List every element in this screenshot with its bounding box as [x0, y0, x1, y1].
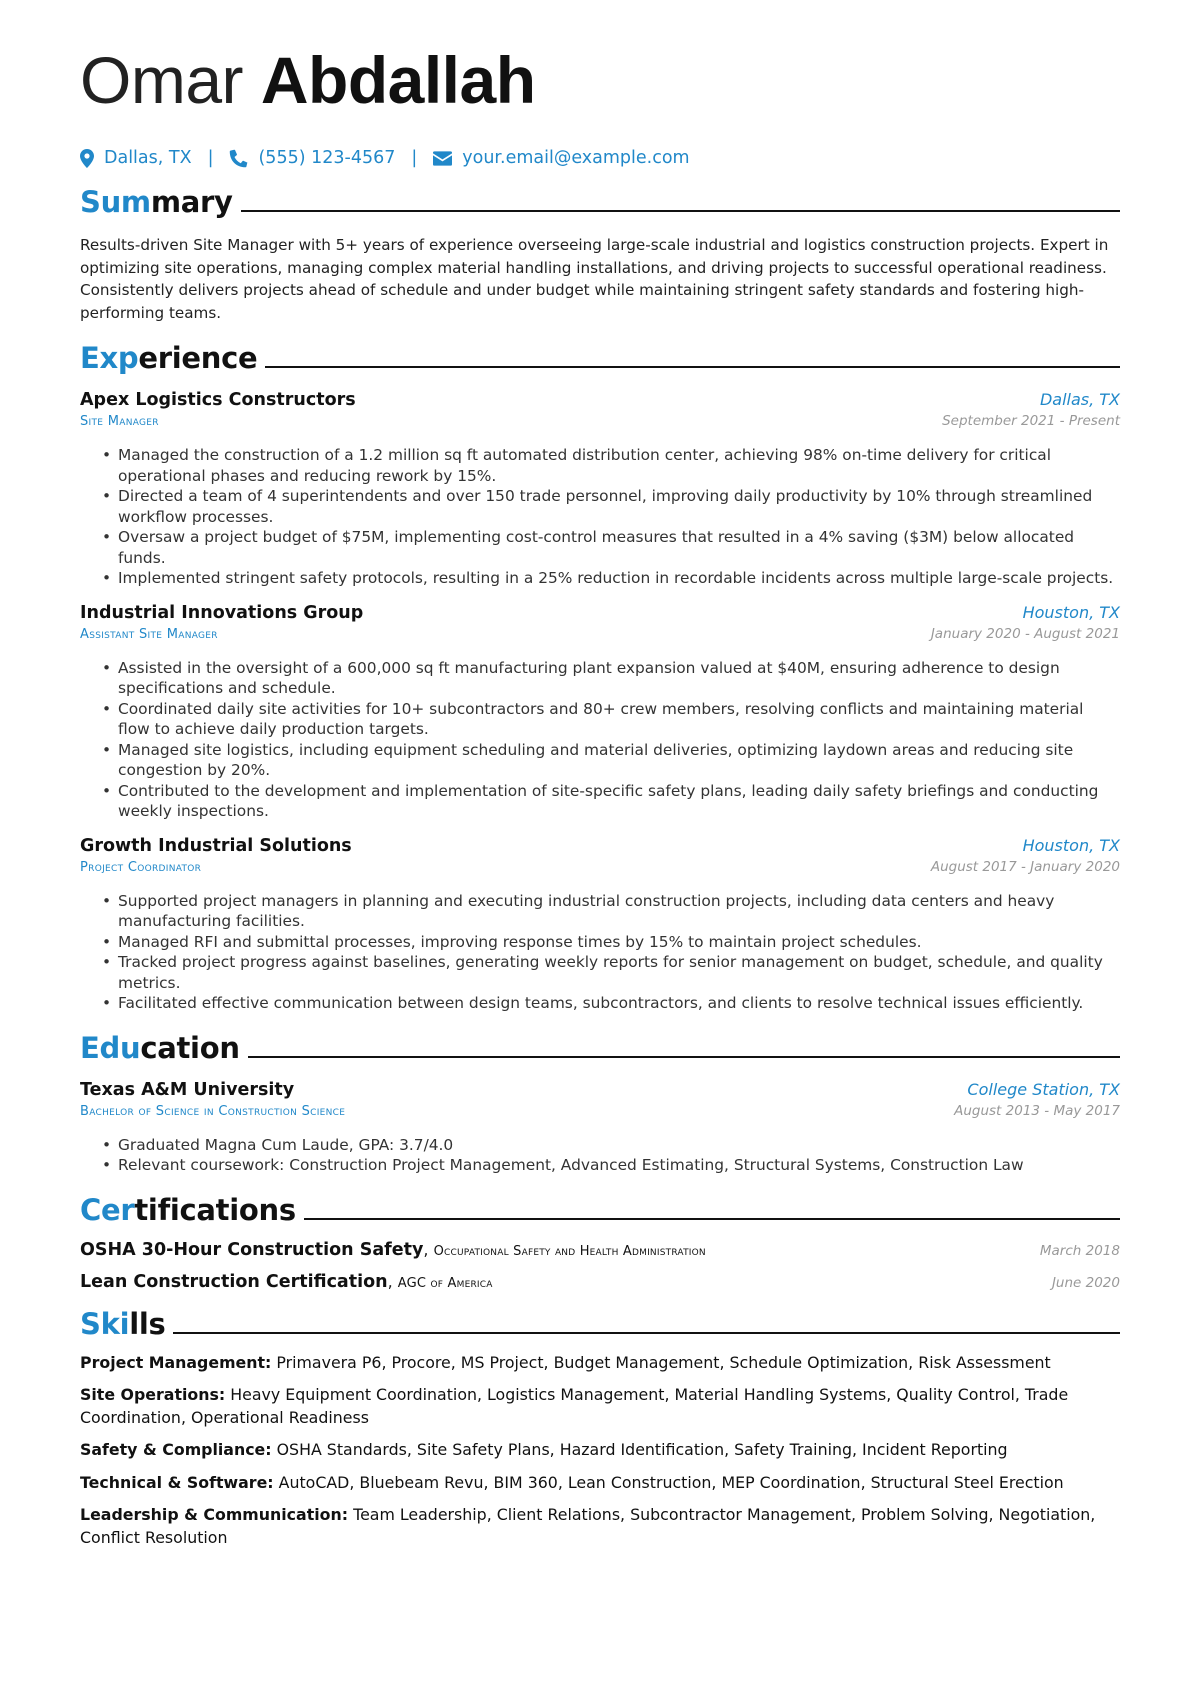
section-title: Education — [80, 1030, 240, 1065]
envelope-icon — [433, 151, 452, 166]
contact-phone[interactable] — [229, 148, 395, 168]
bullet-list — [80, 658, 1120, 822]
bullet-item: • Supported project managers in planning and executing industrial construction projects, including data centers and heavy manufacturing facilities. — [118, 891, 1120, 932]
entry-location: Dallas, TX — [1039, 390, 1120, 409]
section-rule — [265, 366, 1120, 368]
certification-comma: , — [423, 1239, 434, 1259]
organization-name: Texas A&M University — [80, 1079, 295, 1100]
skill-values: Primavera P6, Procore, MS Project, Budget Management, Schedule Optimization, Risk Assessment — [276, 1352, 1051, 1372]
entry-subheader — [80, 1103, 1120, 1119]
certification-comma: , — [387, 1271, 398, 1291]
entry-role: Project Coordinator — [80, 859, 202, 875]
certification-issuer: Occupational Safety and Health Administration — [433, 1243, 706, 1259]
section-title: Certifications — [80, 1192, 296, 1227]
certification-name: Lean Construction Certification — [80, 1271, 388, 1292]
bullet-list — [80, 445, 1120, 589]
organization-name: Growth Industrial Solutions — [80, 835, 352, 856]
certification-title — [80, 1240, 706, 1260]
bullet-item: • Oversaw a project budget of $75M, implementing cost-control measures that resulted in a 4% saving ($3M) below allocated funds. — [118, 527, 1120, 568]
entry-subheader — [80, 626, 1120, 642]
bullet-item: • Assisted in the oversight of a 600,000 sq ft manufacturing plant expansion valued at $40M, ensuring adherence to design specifications and schedule. — [118, 658, 1120, 699]
skill-values: OSHA Standards, Site Safety Plans, Hazard Identification, Safety Training, Incident Reporting — [276, 1440, 1008, 1459]
entry-subheader — [80, 859, 1120, 875]
skill-values: Team Leadership, Client Relations, Subcontractor Management, Problem Solving, Negotiation, Conflict Resolution — [80, 1505, 1096, 1547]
entry-header — [80, 1080, 1120, 1100]
contact-separator: | — [207, 148, 214, 168]
entry-location: Houston, TX — [1022, 835, 1120, 855]
skill-list — [80, 1352, 1120, 1550]
entry-location: College Station, TX — [967, 1079, 1120, 1099]
organization-name: Apex Logistics Constructors — [80, 390, 356, 410]
phone-text[interactable]: (555) 123-4567 — [258, 148, 396, 168]
bullet-item: • Graduated Magna Cum Laude, GPA: 3.7/4.0 — [118, 1135, 1120, 1156]
bullet-list — [80, 891, 1120, 1014]
bullet-item: • Implemented stringent safety protocols, resulting in a 25% reduction in recordable incidents across multiple large-scale projects. — [118, 568, 1120, 589]
section-skills-heading — [80, 1302, 1120, 1342]
skill-row — [80, 1352, 1120, 1375]
contact-separator: | — [411, 148, 418, 168]
map-pin-icon — [80, 149, 94, 168]
skill-row — [80, 1384, 1120, 1429]
location-text: Dallas, TX — [104, 148, 192, 168]
entry-role: Site Manager — [80, 414, 159, 429]
skill-row — [80, 1439, 1120, 1462]
bullet-item: • Managed RFI and submittal processes, improving response times by 15% to maintain project schedules. — [118, 932, 1120, 953]
certification-list — [80, 1240, 1120, 1292]
section-experience-heading — [80, 336, 1120, 376]
certification-issuer: AGC of America — [397, 1275, 493, 1291]
first-name: Omar — [80, 43, 243, 117]
skill-category: Technical & Software: — [80, 1472, 274, 1492]
entry-dates: August 2017 - January 2020 — [930, 858, 1120, 875]
entry-role: Bachelor of Science in Construction Science — [80, 1103, 346, 1119]
bullet-item: • Contributed to the development and implementation of site-specific safety plans, leading daily safety briefings and conducting weekly inspections. — [118, 781, 1120, 822]
entry-header — [80, 390, 1120, 410]
bullet-item: • Relevant coursework: Construction Project Management, Advanced Estimating, Structural Systems, Construction Law — [118, 1155, 1120, 1176]
organization-name: Industrial Innovations Group — [80, 602, 364, 623]
certification-item — [80, 1272, 1120, 1292]
bullet-item: • Tracked project progress against baselines, generating weekly reports for senior management on budget, schedule, and quality metrics. — [118, 952, 1120, 993]
certification-title — [80, 1272, 493, 1292]
bullet-list — [80, 1135, 1120, 1176]
section-title: Experience — [80, 341, 258, 375]
summary-text: Results-driven Site Manager with 5+ years of experience overseeing large-scale industrial and logistics construction projects. Expert in optimizing site operations, managing complex material handling installations, and driving projects to successful operational readiness. Consistently delivers projects ahead of schedule and under budget while maintaining stringent safety standards and fostering high-performing teams. — [80, 236, 1109, 322]
section-certifications-heading — [80, 1188, 1120, 1228]
entry — [80, 836, 1120, 1014]
section-rule — [241, 210, 1120, 212]
contact-email[interactable] — [433, 148, 689, 168]
certification-date: March 2018 — [1039, 1242, 1120, 1259]
candidate-name — [80, 40, 1120, 120]
last-name: Abdallah — [260, 43, 536, 117]
education-list — [80, 1080, 1120, 1176]
bullet-item: • Managed the construction of a 1.2 million sq ft automated distribution center, achieving 98% on-time delivery for critical operational phases and reducing rework by 15%. — [118, 445, 1120, 486]
entry-subheader — [80, 413, 1120, 429]
section-rule — [304, 1218, 1120, 1220]
entry-dates: September 2021 - Present — [942, 413, 1120, 429]
skill-category: Project Management: — [80, 1352, 272, 1372]
entry-dates: August 2013 - May 2017 — [954, 1102, 1120, 1119]
email-link[interactable]: your.email@example.com — [462, 148, 690, 168]
contact-location — [80, 148, 192, 168]
skill-row — [80, 1472, 1120, 1495]
certification-name: OSHA 30-Hour Construction Safety — [80, 1239, 424, 1260]
phone-icon — [229, 149, 248, 168]
skill-category: Safety & Compliance: — [80, 1440, 272, 1459]
experience-list — [80, 390, 1120, 1014]
skill-category: Leadership & Communication: — [80, 1505, 349, 1524]
entry-header — [80, 836, 1120, 856]
contact-bar — [80, 146, 1120, 170]
section-title: Summary — [80, 185, 233, 219]
entry — [80, 1080, 1120, 1176]
bullet-item: • Coordinated daily site activities for 10+ subcontractors and 80+ crew members, resolving conflicts and maintaining material flow to achieve daily production targets. — [118, 699, 1120, 740]
skill-row — [80, 1504, 1120, 1549]
skill-values: AutoCAD, Bluebeam Revu, BIM 360, Lean Construction, MEP Coordination, Structural Steel Erection — [278, 1472, 1064, 1492]
section-rule — [248, 1056, 1120, 1058]
section-summary-heading — [80, 180, 1120, 220]
entry — [80, 603, 1120, 822]
bullet-item: • Facilitated effective communication between design teams, subcontractors, and clients to resolve technical issues efficiently. — [118, 993, 1120, 1014]
entry-location: Houston, TX — [1022, 602, 1120, 622]
bullet-item: • Managed site logistics, including equipment scheduling and material deliveries, optimizing laydown areas and reducing site congestion by 20%. — [118, 740, 1120, 781]
certification-date: June 2020 — [1051, 1274, 1120, 1291]
section-title: Skills — [80, 1306, 166, 1341]
skill-values: Heavy Equipment Coordination, Logistics Management, Material Handling Systems, Quality Control, Trade Coordination, Operational Readiness — [80, 1385, 1069, 1427]
certification-item — [80, 1240, 1120, 1260]
section-rule — [173, 1332, 1120, 1334]
bullet-item: • Directed a team of 4 superintendents and over 150 trade personnel, improving daily productivity by 10% through streamlined workflow processes. — [118, 486, 1120, 527]
section-education-heading — [80, 1026, 1120, 1066]
entry-header — [80, 603, 1120, 623]
entry-role: Assistant Site Manager — [80, 626, 218, 642]
entry — [80, 390, 1120, 589]
entry-dates: January 2020 - August 2021 — [930, 625, 1120, 642]
skill-category: Site Operations: — [80, 1385, 226, 1404]
